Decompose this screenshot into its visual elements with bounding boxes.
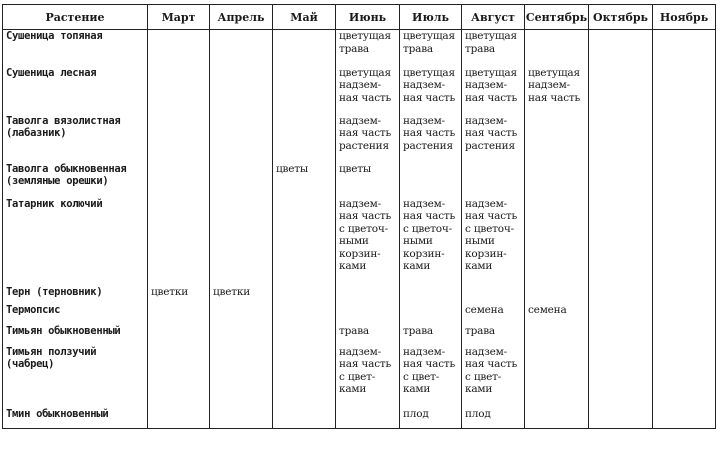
table-row: [3, 304, 716, 325]
month-cell-6: плод: [462, 408, 525, 429]
month-cell-3: [273, 304, 336, 325]
month-cell-4: надзем- ная часть с цвет- ками: [336, 346, 400, 408]
month-cell-7: цветущая надзем- ная часть: [525, 67, 589, 115]
month-cell-5: [400, 304, 462, 325]
plant-name-cell: Таволга вязолистная (лабазник): [3, 115, 148, 163]
month-cell-6: надзем- ная часть с цветоч- ными корзин- ками: [462, 198, 525, 286]
month-cell-1: [148, 163, 210, 198]
month-cell-9: [653, 198, 716, 286]
month-cell-9: [653, 408, 716, 429]
table-body: [3, 30, 716, 429]
month-cell-8: [589, 163, 653, 198]
month-cell-9: [653, 325, 716, 346]
month-cell-5: трава: [400, 325, 462, 346]
month-cell-7: [525, 325, 589, 346]
month-cell-4: [336, 304, 400, 325]
month-cell-4: трава: [336, 325, 400, 346]
plant-name-cell: Таволга обыкновенная (земляные орешки): [3, 163, 148, 198]
column-header-august: Август: [462, 5, 525, 30]
month-cell-3: [273, 198, 336, 286]
month-cell-5: надзем- ная часть растения: [400, 115, 462, 163]
month-cell-2: [210, 67, 273, 115]
month-cell-4: [336, 286, 400, 304]
column-header-july: Июль: [400, 5, 462, 30]
month-cell-1: [148, 198, 210, 286]
month-cell-6: цветущая надзем- ная часть: [462, 67, 525, 115]
month-cell-3: [273, 67, 336, 115]
month-cell-5: надзем- ная часть с цветоч- ными корзин- ками: [400, 198, 462, 286]
month-cell-9: [653, 67, 716, 115]
month-cell-5: цветущая трава: [400, 30, 462, 67]
plant-name-cell: Сушеница лесная: [3, 67, 148, 115]
plant-name-cell: Татарник колючий: [3, 198, 148, 286]
month-cell-2: [210, 346, 273, 408]
month-cell-8: [589, 304, 653, 325]
plant-name-cell: Тмин обыкновенный: [3, 408, 148, 429]
month-cell-3: [273, 346, 336, 408]
month-cell-5: надзем- ная часть с цвет- ками: [400, 346, 462, 408]
month-cell-6: надзем- ная часть с цвет- ками: [462, 346, 525, 408]
month-cell-6: цветущая трава: [462, 30, 525, 67]
month-cell-1: [148, 325, 210, 346]
table-row: [3, 325, 716, 346]
month-cell-5: [400, 163, 462, 198]
month-cell-3: [273, 325, 336, 346]
month-cell-7: [525, 286, 589, 304]
column-header-june: Июнь: [336, 5, 400, 30]
month-cell-1: [148, 346, 210, 408]
month-cell-2: [210, 198, 273, 286]
month-cell-5: цветущая надзем- ная часть: [400, 67, 462, 115]
column-header-march: Март: [148, 5, 210, 30]
month-cell-1: [148, 67, 210, 115]
plant-name-cell: Термопсис: [3, 304, 148, 325]
plant-name-cell: Тимьян ползучий (чабрец): [3, 346, 148, 408]
month-cell-1: [148, 115, 210, 163]
month-cell-2: [210, 30, 273, 67]
month-cell-8: [589, 286, 653, 304]
column-header-plant: Растение: [3, 5, 148, 30]
month-cell-9: [653, 30, 716, 67]
month-cell-8: [589, 325, 653, 346]
table-row: [3, 115, 716, 163]
month-cell-9: [653, 304, 716, 325]
month-cell-2: [210, 408, 273, 429]
month-cell-7: [525, 163, 589, 198]
month-cell-8: [589, 408, 653, 429]
table-row: [3, 163, 716, 198]
month-cell-6: надзем- ная часть растения: [462, 115, 525, 163]
herb-harvest-table: [2, 4, 716, 429]
table-row: [3, 67, 716, 115]
month-cell-1: [148, 30, 210, 67]
month-cell-9: [653, 163, 716, 198]
month-cell-4: цветы: [336, 163, 400, 198]
plant-name-cell: Терн (терновник): [3, 286, 148, 304]
month-cell-9: [653, 115, 716, 163]
month-cell-6: [462, 286, 525, 304]
month-cell-2: [210, 304, 273, 325]
month-cell-1: [148, 304, 210, 325]
column-header-november: Ноябрь: [653, 5, 716, 30]
month-cell-8: [589, 346, 653, 408]
month-cell-3: [273, 30, 336, 67]
month-cell-1: цветки: [148, 286, 210, 304]
month-cell-2: цветки: [210, 286, 273, 304]
plant-name-cell: Тимьян обыкновенный: [3, 325, 148, 346]
month-cell-7: [525, 346, 589, 408]
table-row: [3, 30, 716, 67]
month-cell-3: цветы: [273, 163, 336, 198]
plant-name-cell: Сушеница топяная: [3, 30, 148, 67]
month-cell-2: [210, 325, 273, 346]
month-cell-9: [653, 286, 716, 304]
month-cell-2: [210, 115, 273, 163]
month-cell-8: [589, 115, 653, 163]
month-cell-4: [336, 408, 400, 429]
month-cell-3: [273, 408, 336, 429]
month-cell-7: [525, 408, 589, 429]
column-header-may: Май: [273, 5, 336, 30]
month-cell-6: [462, 163, 525, 198]
header-row: [3, 5, 716, 30]
month-cell-4: цветущая трава: [336, 30, 400, 67]
month-cell-1: [148, 408, 210, 429]
month-cell-7: [525, 198, 589, 286]
month-cell-5: плод: [400, 408, 462, 429]
table-row: [3, 286, 716, 304]
month-cell-6: трава: [462, 325, 525, 346]
table-row: [3, 346, 716, 408]
column-header-april: Апрель: [210, 5, 273, 30]
table-row: [3, 408, 716, 429]
month-cell-8: [589, 30, 653, 67]
month-cell-3: [273, 115, 336, 163]
month-cell-4: цветущая надзем- ная часть: [336, 67, 400, 115]
month-cell-2: [210, 163, 273, 198]
month-cell-4: надзем- ная часть растения: [336, 115, 400, 163]
month-cell-7: [525, 30, 589, 67]
month-cell-5: [400, 286, 462, 304]
column-header-september: Сентябрь: [525, 5, 589, 30]
month-cell-9: [653, 346, 716, 408]
month-cell-7: семена: [525, 304, 589, 325]
month-cell-8: [589, 198, 653, 286]
month-cell-3: [273, 286, 336, 304]
column-header-october: Октябрь: [589, 5, 653, 30]
month-cell-7: [525, 115, 589, 163]
month-cell-6: семена: [462, 304, 525, 325]
table-row: [3, 198, 716, 286]
month-cell-4: надзем- ная часть с цветоч- ными корзин- ками: [336, 198, 400, 286]
month-cell-8: [589, 67, 653, 115]
